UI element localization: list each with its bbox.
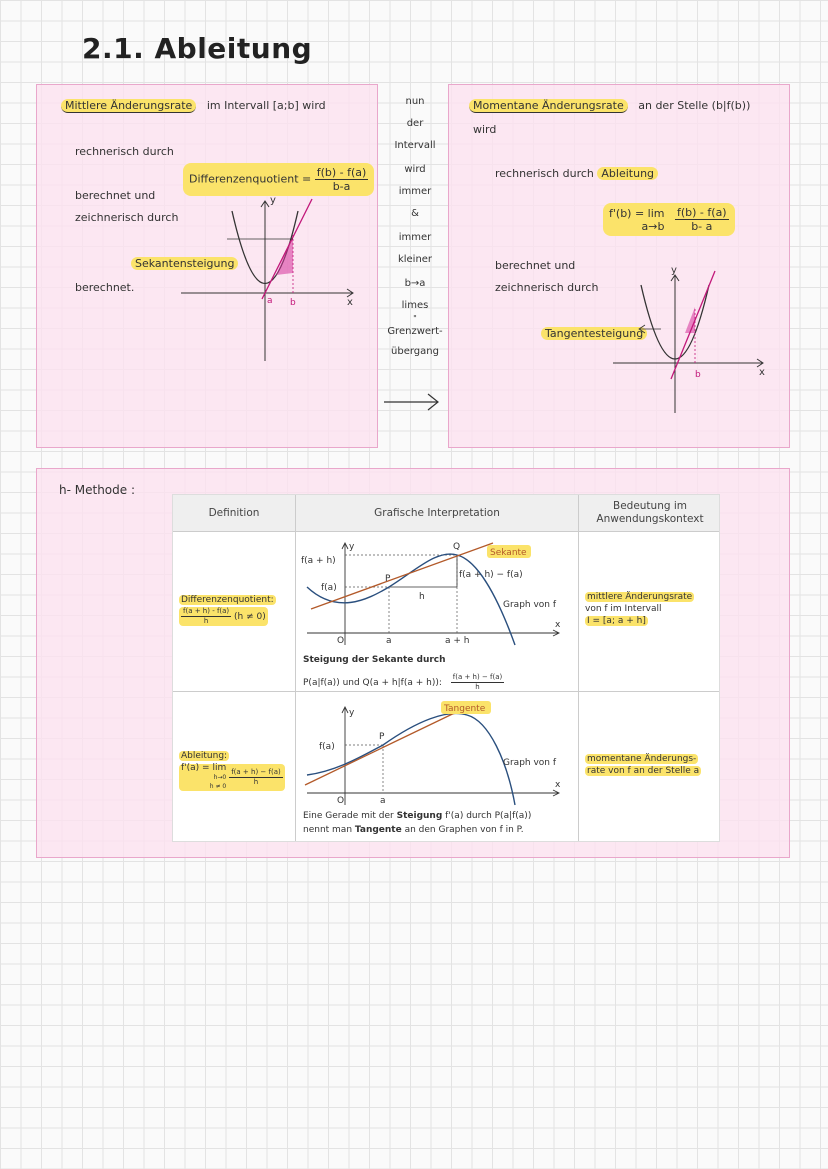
a-label: a	[386, 636, 392, 646]
tangente-tag: Tangente	[444, 704, 486, 714]
left-dq-fraction	[315, 166, 369, 193]
left-line3: zeichnerisch durch	[75, 211, 179, 224]
arrow-right-icon	[382, 392, 442, 412]
left-heading-suffix: im Intervall [a;b] wird	[206, 99, 326, 112]
row1-cap-den: h	[475, 683, 480, 691]
row1-caption2-row	[303, 673, 504, 692]
left-line1: rechnerisch durch	[75, 145, 174, 158]
mid-line-2: Intervall	[394, 140, 436, 151]
right-formula-den: b- a	[691, 220, 713, 233]
table-header-graph: Grafische Interpretation	[374, 506, 500, 519]
right-axis-x-label: x	[759, 367, 765, 378]
tangent-sketch	[609, 263, 789, 423]
row1-def-title: Differenzenquotient:	[181, 595, 274, 605]
row2-def-fraction	[229, 768, 283, 787]
right-formula	[603, 203, 735, 236]
mid-line-3: wird	[404, 164, 426, 175]
diff-label: f(a + h) − f(a)	[459, 570, 523, 580]
mid-line-6: immer	[398, 232, 432, 243]
right-heading: Momentane Änderungsrate	[469, 99, 628, 113]
row2-def-lhs: f'(a) = lim	[181, 763, 227, 773]
row2-caption2-pre: nennt man	[303, 825, 355, 835]
row2-def-num: f(a + h) − f(a)	[231, 768, 281, 776]
row2-def-lim	[181, 764, 226, 791]
tangent-a-label: a	[380, 796, 386, 806]
row2-caption1-bold: Steigung	[396, 811, 443, 821]
mid-line-7: kleiner	[397, 254, 433, 265]
page-title: 2.1. Ableitung	[82, 32, 313, 65]
row2-def-den: h	[253, 778, 259, 786]
row1-def-den: h	[203, 617, 209, 625]
left-line2: berechnet und	[75, 189, 156, 202]
row2-meaning1: momentane Änderungs-	[587, 754, 697, 764]
row2-caption1-pre: Eine Gerade mit der	[303, 811, 397, 821]
row1-caption-fraction	[451, 673, 505, 692]
mid-line-5: &	[411, 208, 419, 219]
row2-definition	[179, 751, 285, 791]
row1-def-fraction	[181, 607, 231, 626]
mid-line-9: limes	[401, 300, 429, 311]
h-label: h	[419, 592, 425, 602]
mid-line-4: immer	[398, 186, 432, 197]
mid-line-10: "	[413, 314, 417, 323]
left-heading-row	[61, 99, 326, 112]
row1-definition	[179, 595, 276, 626]
secant-graph-y: y	[349, 542, 355, 552]
right-note-box	[448, 84, 790, 448]
right-heading-row	[469, 99, 750, 112]
secant-sketch	[177, 191, 377, 371]
row1-caption2: P(a|f(a)) und Q(a + h|f(a + h)):	[303, 678, 442, 688]
row2-caption2-post: an den Graphen von f in P.	[401, 825, 524, 835]
row2-caption2	[303, 825, 524, 835]
right-tick-b: b	[695, 370, 701, 380]
secant-graph-x: x	[555, 620, 561, 630]
row2-def-title: Ableitung:	[181, 751, 228, 761]
h-method-table	[172, 494, 720, 842]
right-line1-row	[495, 167, 658, 180]
tick-a: a	[267, 296, 273, 306]
tangent-origin-label: O	[337, 796, 345, 806]
row1-meaning2: von f im Intervall	[585, 604, 662, 614]
right-formula-fraction	[675, 206, 729, 233]
right-axis-y-label: y	[671, 265, 677, 276]
tangent-graph	[297, 701, 577, 813]
tangent-point-p: P	[379, 732, 385, 742]
row2-def-sub2: h ≠ 0	[209, 783, 227, 790]
right-line0: wird	[473, 123, 497, 136]
row2-caption1-post: f'(a) durch P(a|f(a))	[442, 811, 532, 821]
row1-meaning3: I = [a; a + h]	[587, 616, 646, 626]
row1-def-num: f(a + h) - f(a)	[183, 607, 230, 615]
tangent-graph-x: x	[555, 780, 561, 790]
origin-label: O	[337, 636, 345, 646]
mid-line-1: der	[406, 118, 424, 129]
row2-caption2-bold: Tangente	[354, 825, 402, 835]
row1-cap-num: f(a + h) − f(a)	[452, 673, 503, 681]
mid-line-12: übergang	[391, 346, 439, 357]
right-formula-num: f(b) - f(a)	[677, 206, 727, 219]
mid-line-8: b→a	[404, 278, 426, 289]
point-q: Q	[453, 542, 461, 552]
right-heading-suffix: an der Stelle (b|f(b))	[638, 99, 751, 112]
point-p: P	[385, 574, 391, 584]
left-dq-den: b-a	[332, 180, 351, 193]
left-note-box	[36, 84, 378, 448]
right-line2: berechnet und	[495, 259, 576, 272]
secant-line	[262, 199, 312, 299]
left-line4: berechnet.	[75, 281, 135, 294]
row2-meaning2: rate von f an der Stelle a	[587, 766, 700, 776]
row1-caption1: Steigung der Sekante durch	[303, 655, 446, 665]
row1-meaning1: mittlere Änderungsrate	[587, 592, 693, 602]
row2-meaning	[585, 753, 701, 777]
row2-caption1	[303, 811, 531, 821]
ableitung-word: Ableitung	[597, 167, 658, 180]
tangent-fa-label: f(a)	[319, 742, 335, 752]
right-formula-lhs: f'(b) = lim	[609, 206, 665, 220]
h-method-label: h- Methode :	[59, 483, 135, 497]
left-heading: Mittlere Änderungsrate	[61, 99, 196, 113]
row2-def-sub1: h→0	[213, 774, 227, 781]
mid-line-11: Grenzwert-	[387, 326, 443, 337]
row1-def-cond: (h ≠ 0)	[234, 611, 266, 622]
axis-y-label: y	[270, 195, 276, 206]
secant-graph	[297, 535, 577, 657]
row1-meaning	[585, 591, 694, 627]
tick-b: b	[290, 298, 296, 308]
tangent-graph-of-label: Graph von f	[503, 758, 557, 768]
table-header-definition: Definition	[208, 506, 260, 519]
fa-label: f(a)	[321, 583, 337, 593]
axis-x-label: x	[347, 297, 353, 308]
tangente-label: Tangentesteigung	[541, 327, 647, 340]
sekante-tag: Sekante	[490, 548, 527, 558]
graph-of-label: Graph von f	[503, 600, 557, 610]
tangent-graph-y: y	[349, 708, 355, 718]
right-formula-sub: a→b	[641, 219, 665, 233]
right-line3: zeichnerisch durch	[495, 281, 599, 294]
left-dq-num: f(b) - f(a)	[316, 166, 367, 179]
sekante-label: Sekantensteigung	[131, 257, 238, 270]
table-header-meaning: Bedeutung im Anwendungskontext	[596, 500, 704, 525]
mid-line-0: nun	[405, 96, 425, 107]
fah-label: f(a + h)	[301, 556, 336, 566]
right-line1: rechnerisch durch	[495, 167, 594, 180]
left-dq-label: Differenzenquotient =	[189, 172, 312, 186]
ah-label: a + h	[445, 636, 470, 646]
right-formula-lim	[609, 207, 665, 233]
